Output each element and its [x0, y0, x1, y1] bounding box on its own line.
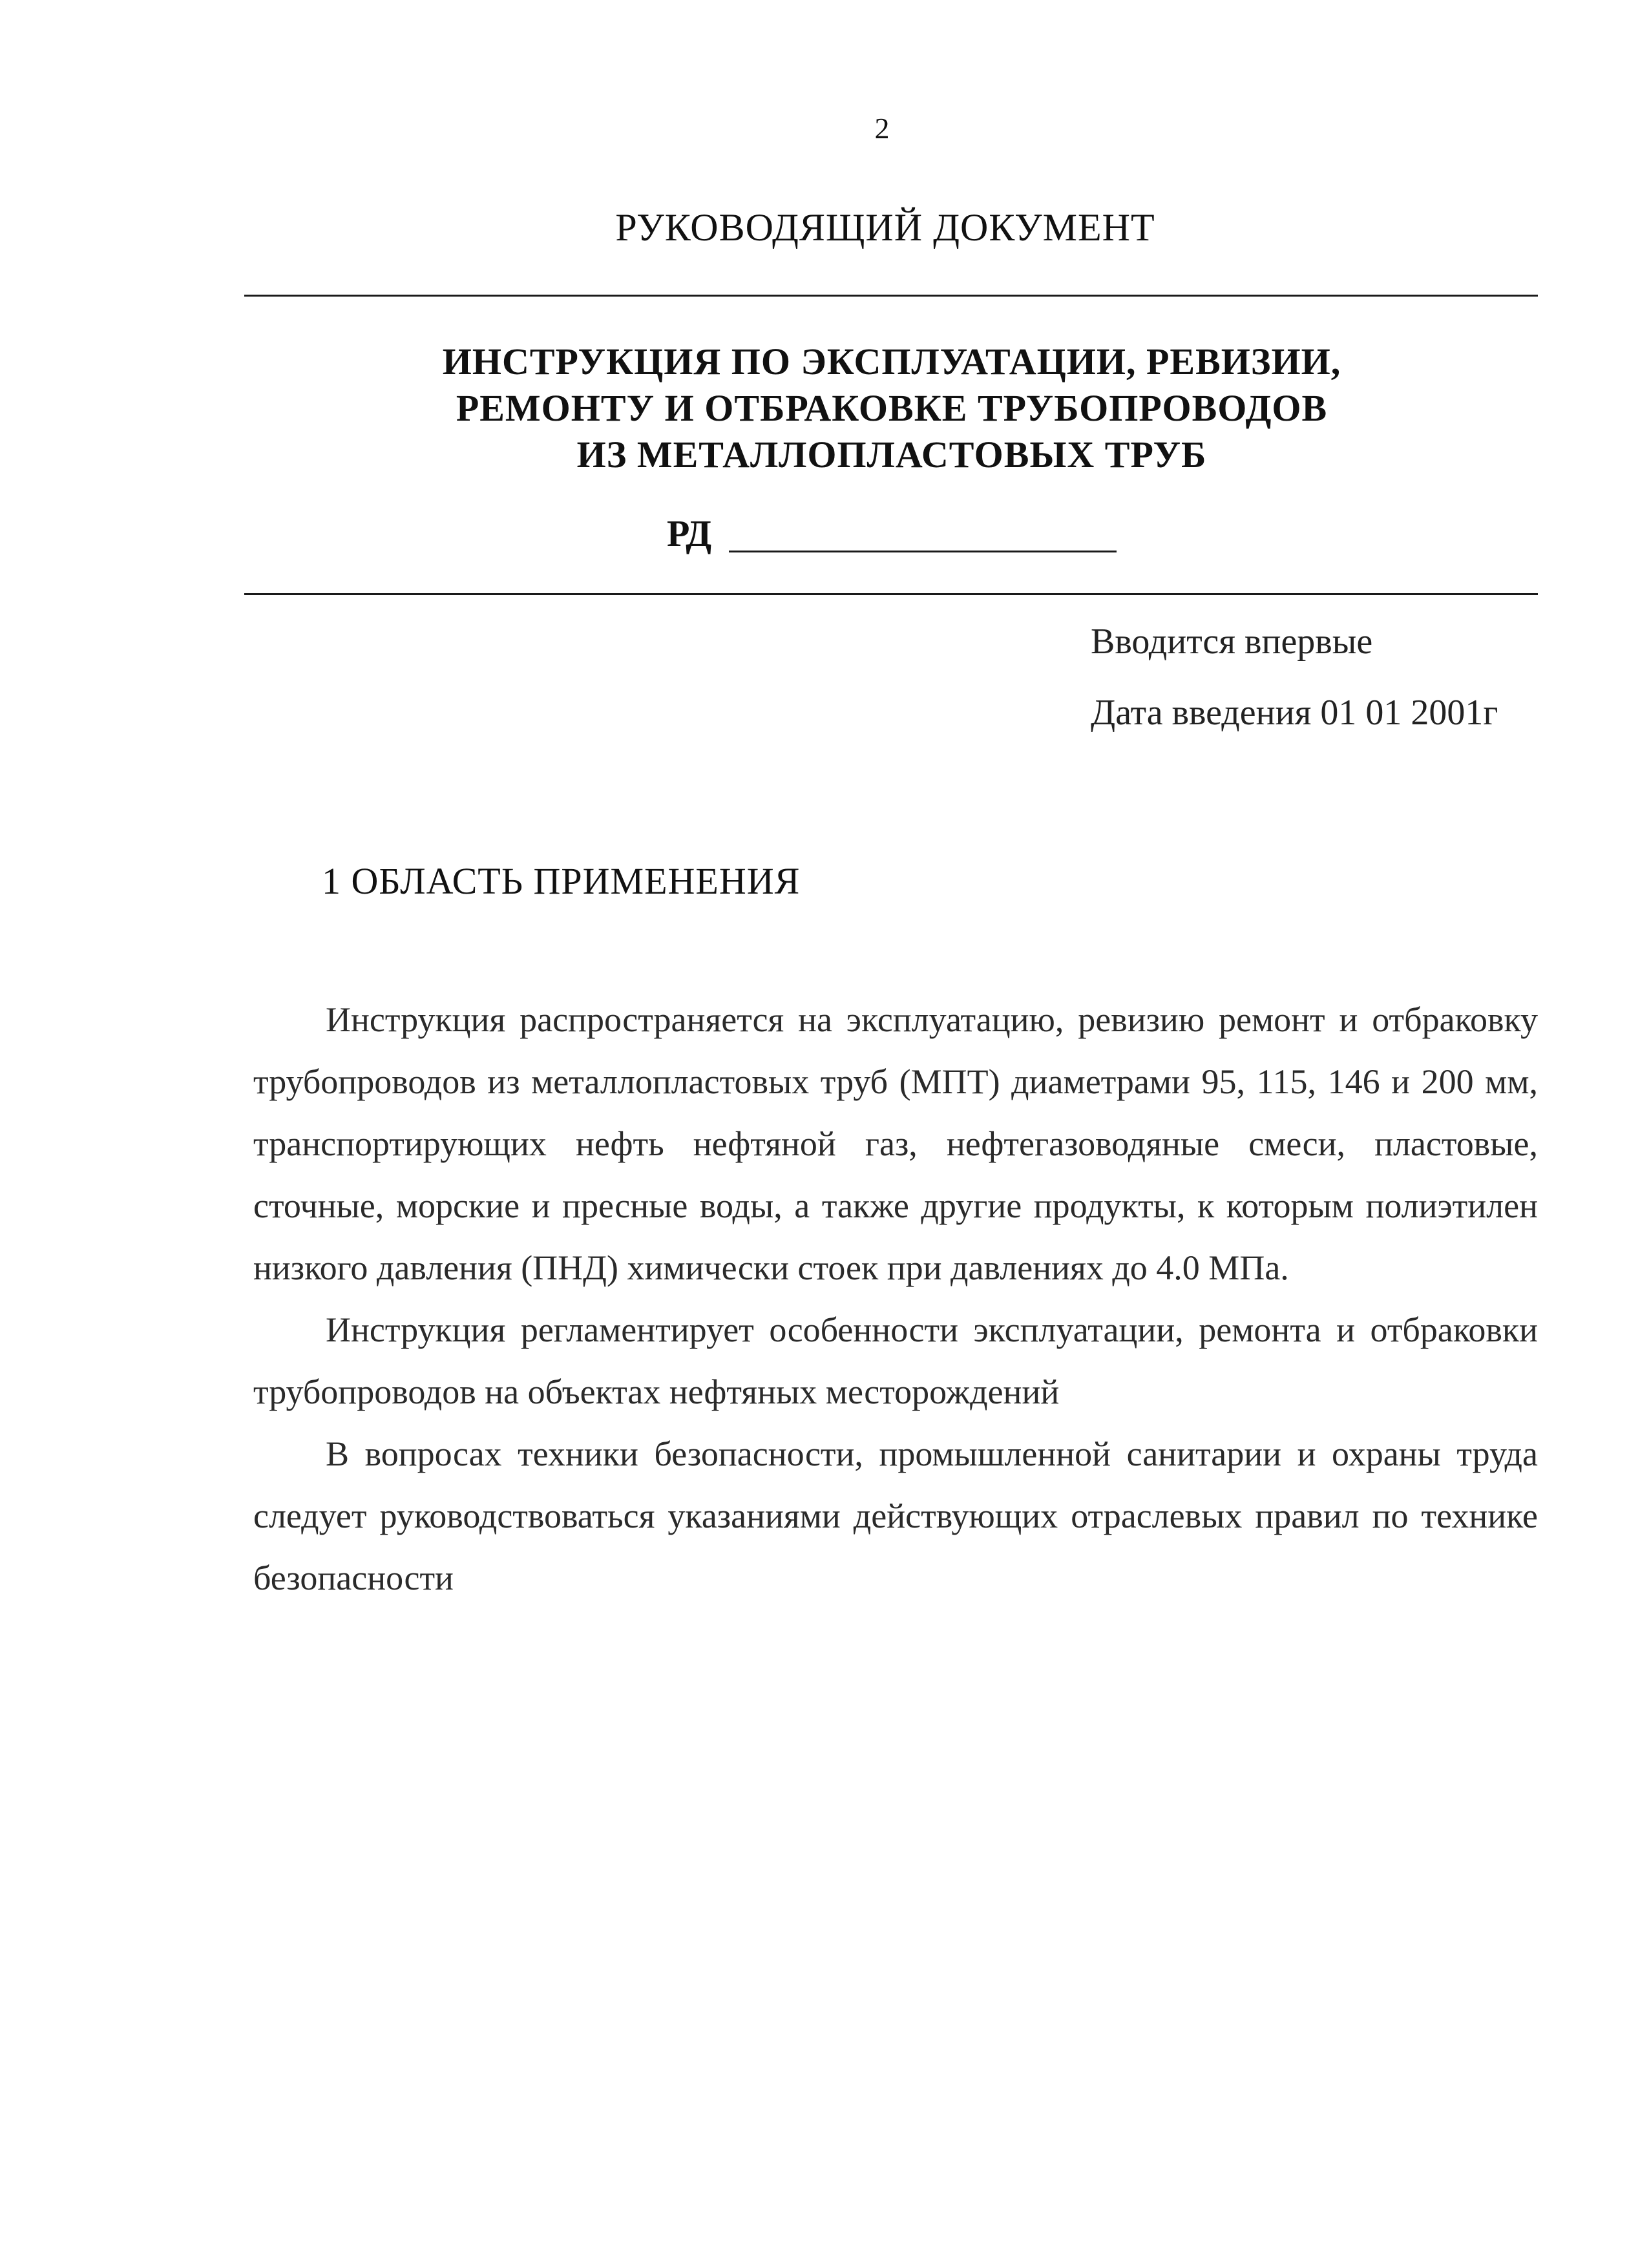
title-line: РЕМОНТУ И ОТБРАКОВКЕ ТРУБОПРОВОДОВ — [456, 387, 1328, 429]
title-line: ИНСТРУКЦИЯ ПО ЭКСПЛУАТАЦИИ, РЕВИЗИИ, — [442, 341, 1341, 383]
bottom-divider — [244, 593, 1538, 595]
introduced-note: Вводится впервые — [1091, 622, 1373, 662]
date-introduced: Дата введения 01 01 2001г — [1091, 693, 1498, 733]
section-heading: 1 ОБЛАСТЬ ПРИМЕНЕНИЯ — [322, 860, 801, 902]
paragraph: Инструкция распространяется на эксплуатацию, ревизию ремонт и отбраковку трубопроводов из металлопластовых труб (МПТ) диаметрами 95, 115, 146 и 200 мм, транспортирующих нефть нефтяной газ, нефтегазоводяные смеси, пластовые, сточные, морские и пресные воды, а также другие продукты, к которым полиэтилен низкого давления (ПНД) химически стоек при давлениях до 4.0 МПа. — [253, 1000, 1538, 1287]
paragraph: Инструкция регламентирует особенности эксплуатации, ремонта и отбраковки трубопроводов на объектах нефтяных месторождений — [253, 1310, 1538, 1411]
page-number: 2 — [874, 112, 890, 145]
paragraph: В вопросах техники безопасности, промышленной санитарии и охраны труда следует руководствоваться указаниями действующих отраслевых правил по технике безопасности — [253, 1434, 1538, 1597]
section-body — [253, 989, 1538, 1609]
document-type: РУКОВОДЯЩИЙ ДОКУМЕНТ — [615, 206, 1155, 249]
top-divider — [244, 295, 1538, 297]
title-line: ИЗ МЕТАЛЛОПЛАСТОВЫХ ТРУБ — [576, 434, 1207, 476]
introduction-block — [1091, 606, 1498, 748]
document-title — [0, 339, 1649, 478]
rd-label: РД — [667, 512, 712, 554]
rd-number-blank — [729, 551, 1117, 552]
